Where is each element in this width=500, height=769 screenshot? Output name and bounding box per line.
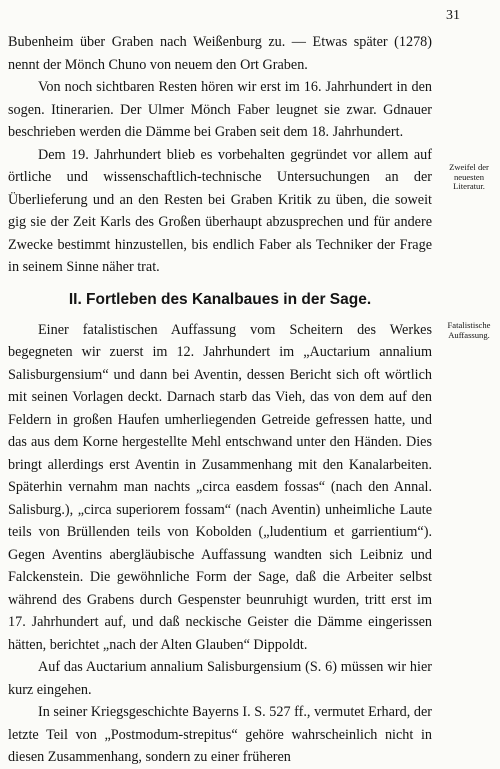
section-heading: II. Fortleben des Kanalbaues in der Sage. <box>68 290 372 308</box>
page-number: 31 <box>446 8 460 23</box>
paragraph-erhard: In seiner Kriegsgeschichte Bayerns I. S. 527 ff., vermutet Erhard, der letzte Teil von „Postmodum-strepitus“ gehöre wahrscheinlich nicht in diesen Zusammenhang, sondern zu einer früheren <box>8 704 432 765</box>
paragraph-itinerarien: Von noch sichtbaren Resten hören wir erst im 16. Jahrhundert in den sogen. Itinerarien. Der Ulmer Mönch Faber leugnet sie zwar. Gdnauer beschrieben werden die Dämme bei Graben seit dem 18. Jahrhundert. <box>8 79 432 140</box>
paragraph-fatalistic-view: Einer fatalistischen Auffassung vom Scheitern des Werkes begegneten wir zuerst im 12. Jahrhundert im „Auctarium annalium Salisburgensium“ und dann bei Aventin, dessen Bericht sich oft wörtlich mit seinen Vorlagen deckt. Darnach starb das Vieh, das von dem auf den Feldern in großen Haufen umherliegenden Getreide gefressen hatte, und das aus dem Korne hergestellte Mehl entschwand unter den Händen. Dies bringt allerdings erst Aventin in Zusammenhang mit den Kanalarbeiten. Späterhin vernahm man nachts „circa easdem fossas“ (nach den Annal. Salisburg.), „circa superiorem fossam“ (nach Aventin) unheimliche Laute teils von Brüllenden teils von Kobolden („ludentium et garrientium“). Gegen Aventins abergläubische Auffassung wandten sich Leibniz und Falckenstein. Die gewöhnliche Form der Sage, daß die Arbeiter selbst während des Grabens durch Gespenster beunruhigt wurden, tritt erst im 17. Jahrhundert auf, und daß neckische Geister die Dämme eingerissen hätten, berichtet „nach der Alten Glauben“ Dippoldt. <box>8 321 432 653</box>
paragraph-auctarium: Auf das Auctarium annalium Salisburgensium (S. 6) müssen wir hier kurz eingehen. <box>8 659 432 698</box>
paragraph-continuation: Bubenheim über Graben nach Weißenburg zu. — Etwas später (1278) nennt der Mönch Chuno von neuem den Ort Graben. <box>8 34 432 73</box>
main-text-column <box>8 31 432 769</box>
margin-note-literature: Zweifel der neuesten Literatur. <box>449 162 489 191</box>
margin-note-fatalistic: Fatalistische Auffassung. <box>447 320 491 340</box>
paragraph-19th-century: Dem 19. Jahrhundert blieb es vorbehalten gegründet vor allem auf örtliche und wissenschaftlich-technische Untersuchungen an der Überlieferung und an den Resten bei Graben Kritik zu üben, die soweit gig sie der Zeit Karls des Großen überhaupt abzusprechen und für andere Zwecke bestimmt hinzustellen, bis endlich Faber als Techniker der Frage in seinem Sinne näher trat. <box>8 146 432 275</box>
